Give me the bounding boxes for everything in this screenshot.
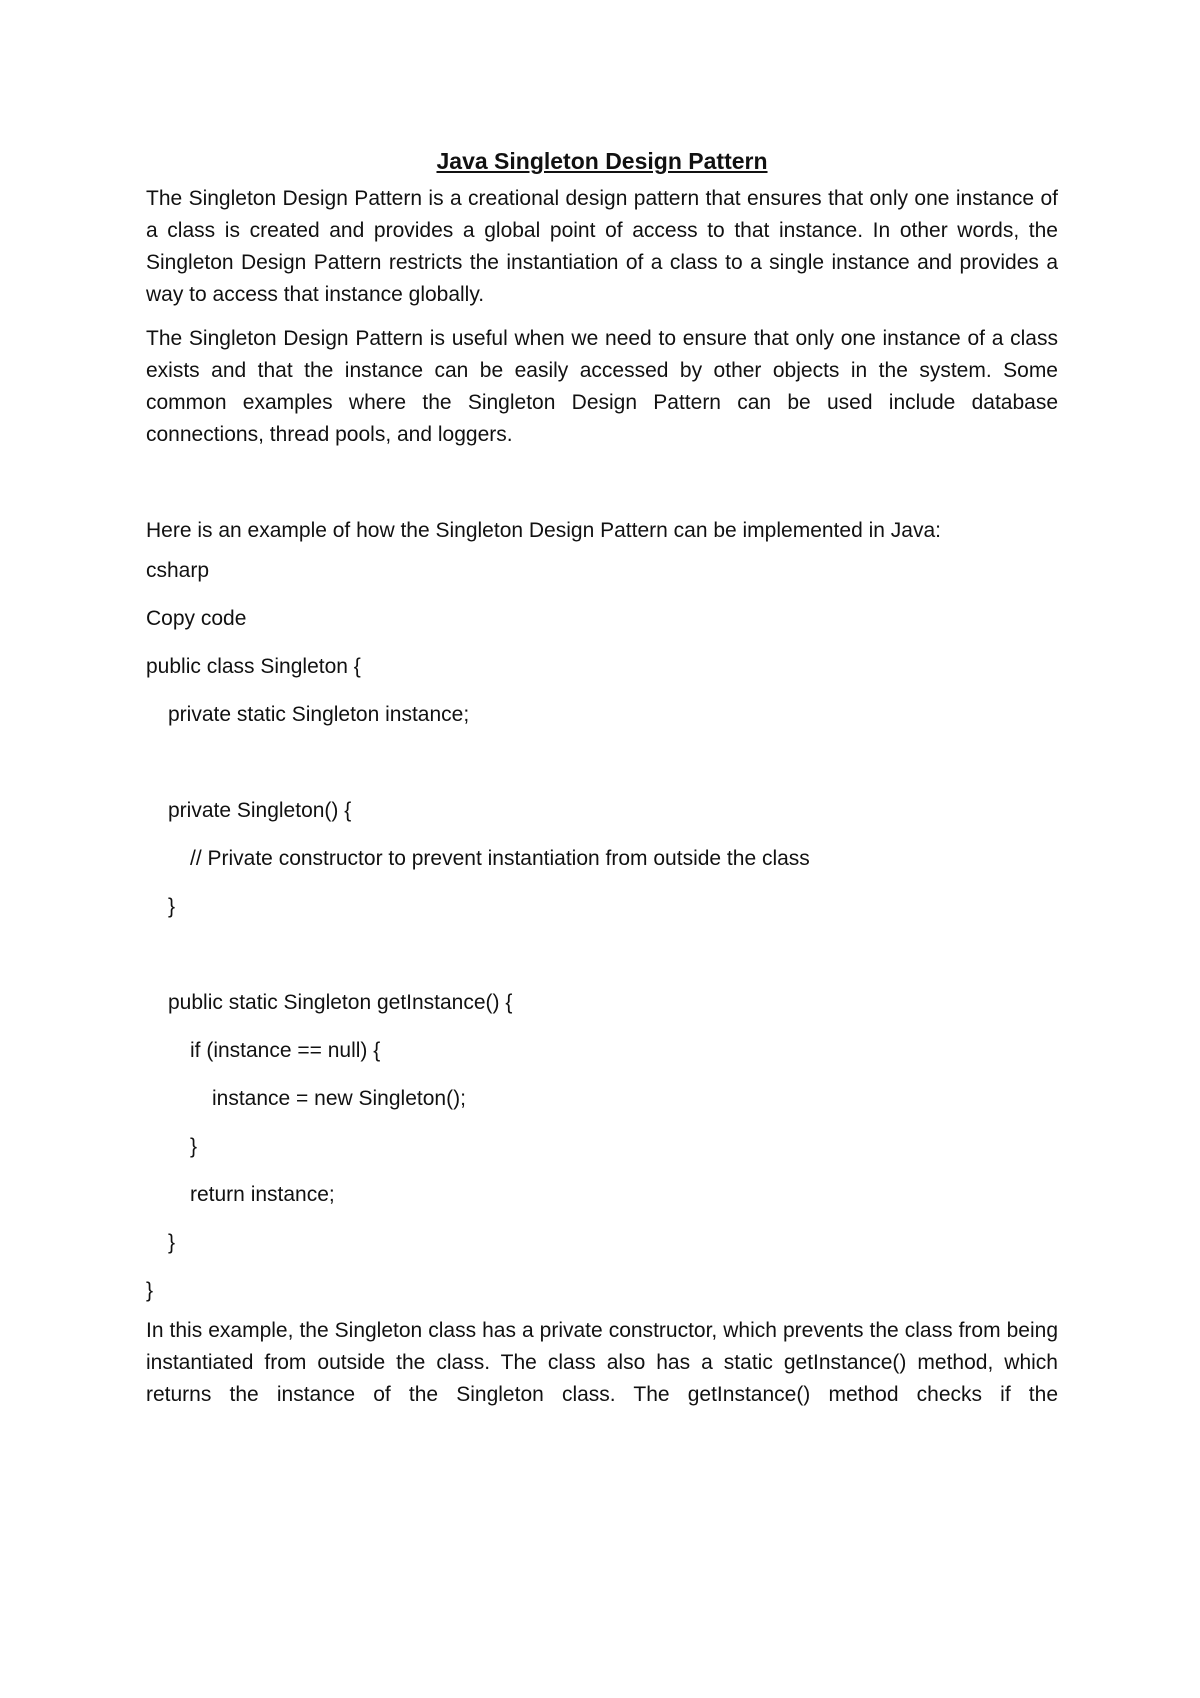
code-line: // Private constructor to prevent instantiation from outside the class <box>190 847 810 870</box>
code-line: } <box>190 1135 198 1158</box>
code-line: private static Singleton instance; <box>168 703 470 726</box>
paragraph-usage: The Singleton Design Pattern is useful when we need to ensure that only one instance of a class exists and that the instance can be easily accessed by other objects in the system. Some common examples where the Singleton Design Pattern can be used include database connections, thread pools, and loggers. <box>146 327 1058 446</box>
paragraph-example-intro: Here is an example of how the Singleton Design Pattern can be implemented in Java: <box>146 519 941 542</box>
code-line: } <box>168 895 176 918</box>
code-line: public static Singleton getInstance() { <box>168 991 513 1014</box>
document-page <box>146 145 1058 1423</box>
document-title: Java Singleton Design Pattern <box>436 148 768 174</box>
code-line: } <box>146 1279 154 1302</box>
code-line: return instance; <box>190 1183 335 1206</box>
code-line: if (instance == null) { <box>190 1039 381 1062</box>
code-blank-line <box>146 739 1058 787</box>
code-section <box>146 547 1058 1315</box>
code-language-label: csharp <box>146 559 210 582</box>
code-line: public class Singleton { <box>146 655 361 678</box>
code-line: instance = new Singleton(); <box>212 1087 466 1110</box>
paragraph-definition: The Singleton Design Pattern is a creational design pattern that ensures that only one instance of a class is created and provides a global point of access to that instance. In other words, the Singleton Design Pattern restricts the instantiation of a class to a single instance and provides a way to access that instance globally. <box>146 187 1058 306</box>
code-blank-line <box>146 931 1058 979</box>
copy-code-label: Copy code <box>146 607 247 630</box>
code-line: } <box>168 1231 176 1254</box>
code-line: private Singleton() { <box>168 799 352 822</box>
paragraph-explanation: In this example, the Singleton class has a private constructor, which prevents the class from being instantiated from outside the class. The class also has a static getInstance() method, which returns the instance of the Singleton class. The getInstance() method checks if the <box>146 1319 1058 1406</box>
